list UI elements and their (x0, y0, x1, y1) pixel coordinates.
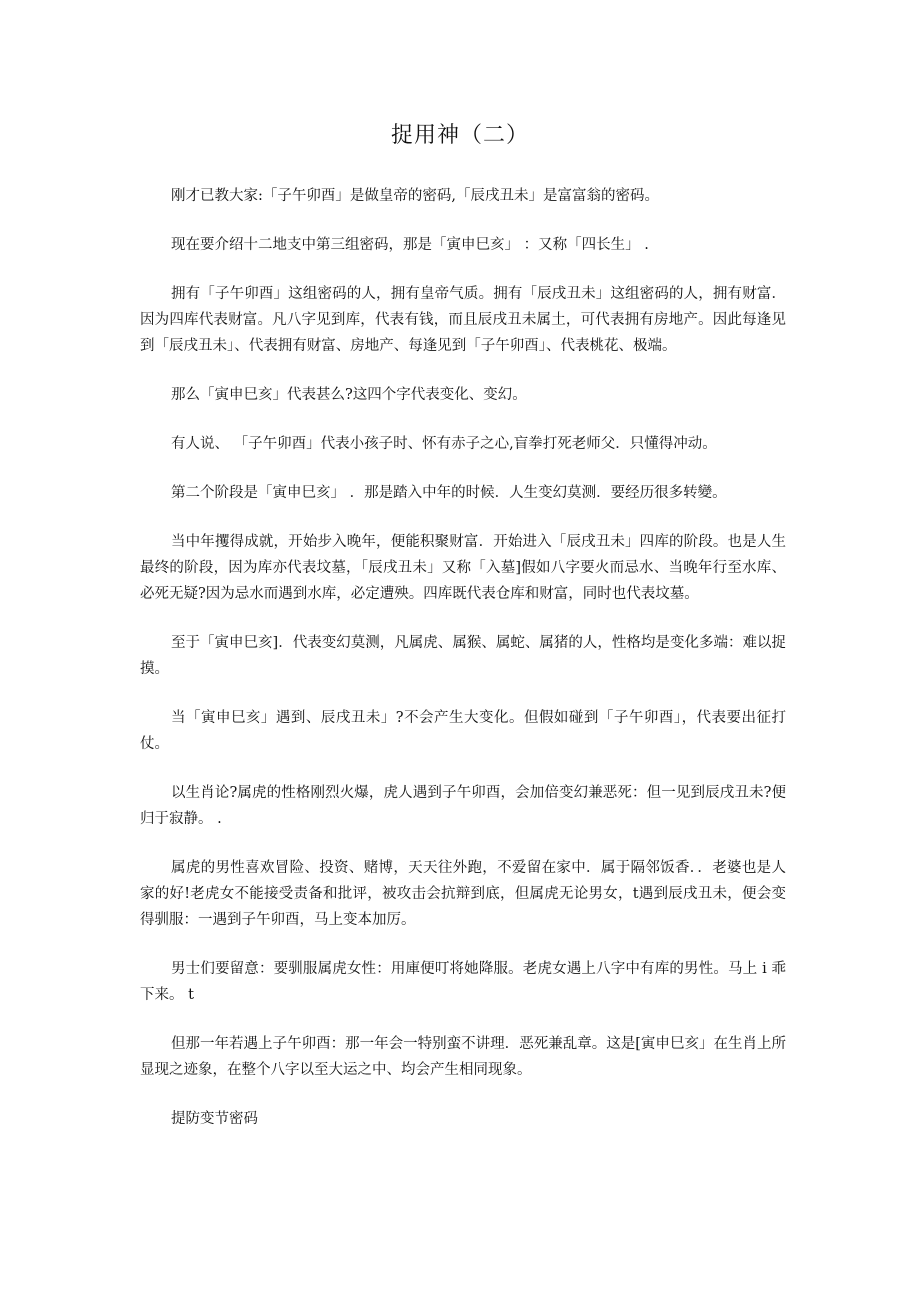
paragraph-13: 但那一年若遇上子午卯酉：那一年会一特别蛮不讲理．恶死兼乱章。这是[寅申巳亥」在生肖上所显现之迹象，在整个八字以至大运之中、均会产生相同现象。 (140, 1036, 786, 1078)
paragraph-9: 当「寅申巳亥」遇到、辰戌丑未」?不会产生大变化。但假如碰到「子午卯酉」，代表要出征打仗。 (140, 710, 786, 752)
paragraph-8: 至于「寅申巳亥]．代表变幻莫测，凡属虎、属猴、属蛇、属猪的人，性格均是变化多端：难以捉摸。 (140, 635, 786, 677)
paragraph-10: 以生肖论?属虎的性格刚烈火爆，虎人遇到子午卯酉，会加倍变幻兼恶死：但一见到辰戌丑未?便归于寂静。 . (140, 785, 786, 827)
paragraph-6: 第二个阶段是「寅申巳亥」 ．那是踏入中年的时候．人生变幻莫测．要经历很多转變。 (171, 485, 727, 501)
paragraph-3: 拥有「子午卯酉」这组密码的人，拥有皇帝气质。拥有「辰戌丑未」这组密码的人，拥有财富．因为四库代表财富。凡八字见到库，代表有钱，而且辰戌丑未属土，可代表拥有房地产。因此每逢见到「辰戌丑未」、代表拥有财富、房地产、每逢见到「子午卯酉」、代表桃花、极端。 (140, 286, 786, 354)
paragraph-12: 男士们要留意：要驯服属虎女性：用庫便叮将她降服。老虎女遇上八字中有库的男性。马上 i 乖下来。 t (140, 961, 786, 1003)
paragraph-11: 属虎的男性喜欢冒险、投资、赌博，天天往外跑，不爱留在家中．属于隔邻饭香．．老婆也是人家的好!老虎女不能接受责备和批评，被攻击会抗辩到底，但属虎无论男女，t遇到辰戌丑未，便会变得驯服：一遇到子午卯酉，马上变本加厉。 (140, 860, 786, 928)
document-title: 捉用神（二） (390, 123, 529, 148)
document-body (140, 183, 786, 1155)
paragraph-7: 当中年攫得成就，开始步入晚年，便能积聚财富．开始进入「辰戌丑未」四库的阶段。也是人生最终的阶段，因为库亦代表坟墓，「辰戌丑未」又称「入墓]假如八字要火而忌水、当晚年行至水库、必死无疑?因为忌水而遇到水库，必定遭殃。四库既代表仓库和财富，同时也代表坟墓。 (140, 534, 786, 602)
paragraph-2: 现在要介绍十二地支中第三组密码，那是「寅申巳亥」 ：又称「四长生」 . (171, 237, 649, 253)
paragraph-5: 有人说、 「子午卯酉」代表小孩子时、怀有赤子之心,盲拳打死老师父．只懂得冲动。 (171, 436, 717, 452)
paragraph-1: 刚才已教大家:「子午卯酉」是做皇帝的密码,「辰戌丑未」是富富翁的密码。 (171, 188, 659, 204)
paragraph-14: 提防变节密码 (171, 1111, 258, 1127)
paragraph-4: 那么「寅申巳亥」代表甚么?这四个字代表变化、变幻。 (171, 387, 527, 403)
